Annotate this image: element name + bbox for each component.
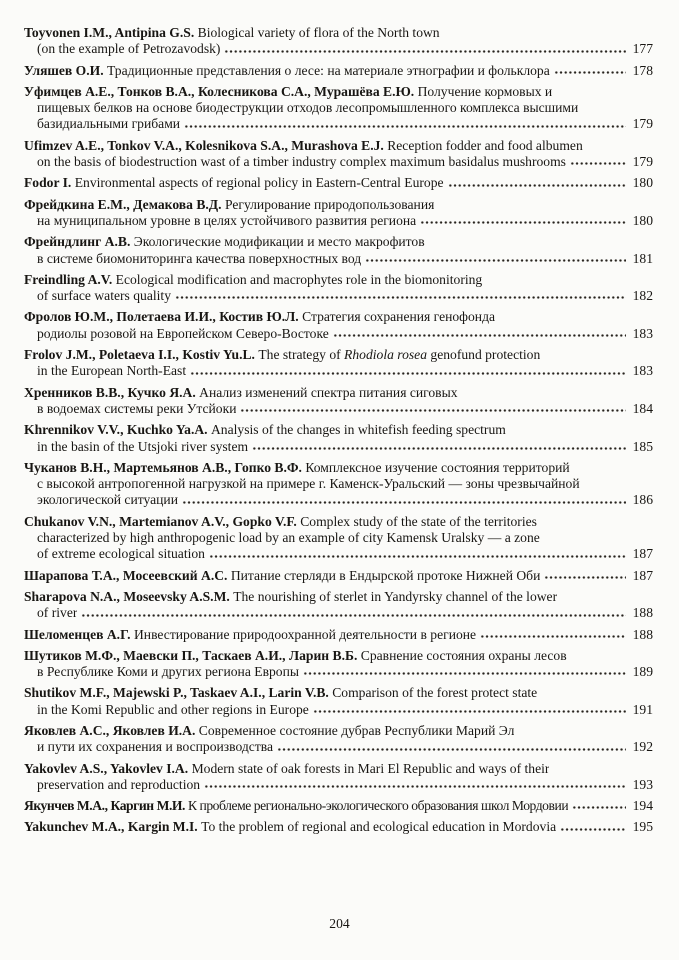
entry-line: [24, 798, 653, 814]
dot-leader: [554, 63, 626, 79]
entry-title-text: Комплексное изучение состояния территорий: [305, 459, 570, 475]
entry-authors: Чуканов В.Н., Мартемьянов А.В., Гопко В.Ф.: [24, 459, 306, 475]
entry-text: [37, 213, 416, 229]
entry-authors: Ufimzev A.E., Tonkov V.A., Kolesnikova S.A., Murashova E.J.: [24, 137, 388, 153]
entry-text: [37, 401, 236, 417]
entry-line: [24, 627, 653, 643]
entry-authors: Шеломенцев А.Г.: [24, 626, 134, 642]
toc-entry: [24, 568, 653, 584]
dot-leader: [544, 568, 626, 584]
entry-text: [24, 460, 570, 476]
entry-line: [24, 761, 653, 777]
entry-title-text: Reception fodder and food albumen: [387, 137, 583, 153]
entry-text: [24, 138, 583, 154]
entry-line: [24, 116, 653, 132]
entry-line: [24, 777, 653, 793]
entry-authors: Уфимцев А.Е., Тонков В.А., Колесникова С.А., Мурашёва Е.Ю.: [24, 83, 418, 99]
entry-title-text: К проблеме регионально-экологического образования школ Мордовии: [187, 798, 569, 814]
entry-title-text: The strategy of: [258, 347, 345, 363]
page-number: 191: [632, 701, 653, 717]
entry-text: [24, 589, 557, 605]
entry-line: [24, 476, 653, 492]
entry-line: [24, 347, 653, 363]
entry-title-text: Питание стерляди в Ендырской протоке Нижней Оби: [230, 567, 541, 583]
entry-authors: Хренников В.В., Кучко Я.А.: [24, 384, 200, 400]
entry-text: [24, 514, 537, 530]
page-number: 177: [632, 41, 653, 57]
entry-title-text: Modern state of oak forests in Mari El Republic and ways of their: [191, 760, 550, 776]
entry-title-text: экологической ситуации: [37, 492, 178, 508]
dot-leader: [204, 777, 626, 793]
page-number: 193: [632, 776, 653, 792]
entry-line: [24, 213, 653, 229]
page-number: 180: [632, 212, 653, 228]
entry-line: [24, 439, 653, 455]
entry-text: [24, 347, 540, 363]
entry-text: [24, 761, 549, 777]
entry-text: [37, 100, 578, 116]
toc-entry: [24, 460, 653, 509]
entry-line: [24, 175, 653, 191]
entry-line: [24, 664, 653, 680]
entry-title-text: Анализ изменений спектра питания сиговых: [199, 384, 458, 400]
page-number: 187: [632, 567, 653, 583]
entry-title-text: (on the example of Petrozavodsk): [37, 41, 221, 57]
entry-title-text: Инвестирование природоохранной деятельности в регионе: [133, 626, 477, 642]
entry-line: [24, 288, 653, 304]
toc-entry: [24, 63, 653, 79]
page-number: 180: [632, 175, 653, 191]
entry-title-text: в Республике Коми и других региона Европы: [37, 664, 299, 680]
entry-line: [24, 363, 653, 379]
toc-entry-list: [24, 25, 653, 836]
entry-authors: Fodor I.: [24, 175, 75, 191]
page-number: 188: [632, 605, 653, 621]
toc-entry: [24, 138, 653, 171]
page-number: 192: [632, 739, 653, 755]
entry-text: [24, 798, 568, 814]
entry-text: [24, 25, 440, 41]
toc-entry: [24, 723, 653, 756]
entry-line: [24, 25, 653, 41]
dot-leader: [480, 627, 626, 643]
toc-entry: [24, 685, 653, 718]
entry-title-text: in the basin of the Utsjoki river system: [37, 438, 249, 454]
entry-text: [37, 154, 566, 170]
entry-line: [24, 385, 653, 401]
entry-text: [24, 627, 476, 643]
toc-entry: [24, 422, 653, 455]
entry-text: [24, 234, 425, 250]
entry-line: [24, 605, 653, 621]
entry-line: [24, 702, 653, 718]
entry-line: [24, 251, 653, 267]
dot-leader: [303, 664, 626, 680]
entry-authors: Якунчев М.А., Каргин М.И.: [24, 798, 188, 814]
entry-text: [24, 568, 540, 584]
entry-line: [24, 272, 653, 288]
entry-title-text: с высокой антропогенной нагрузкой на примере г. Каменск-Уральский — зоны чрезвычайной: [37, 476, 580, 492]
entry-line: [24, 460, 653, 476]
entry-title-text: Современное состояние дубрав Республики Марий Эл: [198, 722, 515, 738]
entry-authors: Yakovlev A.S., Yakovlev I.A.: [24, 760, 192, 776]
entry-title-text: Традиционные представления о лесе: на материале этнографии и фольклора: [107, 62, 550, 78]
entry-text: [24, 723, 514, 739]
entry-title-text: Получение кормовых и: [417, 83, 553, 99]
entry-authors: Frolov J.M., Poletaeva I.I., Kostiv Yu.L.: [24, 347, 259, 363]
entry-line: [24, 234, 653, 250]
entry-text: [37, 664, 299, 680]
page-number: 181: [632, 250, 653, 266]
entry-line: [24, 739, 653, 755]
page-number: 178: [632, 62, 653, 78]
dot-leader: [240, 401, 626, 417]
toc-entry: [24, 309, 653, 342]
entry-authors: Khrennikov V.V., Kuchko Ya.A.: [24, 422, 211, 438]
page-number: 185: [632, 438, 653, 454]
entry-text: [37, 41, 220, 57]
entry-title-text: in the Komi Republic and other regions in Europe: [37, 701, 309, 717]
entry-text: [37, 326, 329, 342]
page-number: 179: [632, 154, 653, 170]
toc-entry: [24, 347, 653, 380]
entry-authors: Sharapova N.A., Moseevsky A.S.M.: [24, 588, 234, 604]
entry-title-text: characterized by high anthropogenic load by an example of city Kamensk Uralsky — a zone: [37, 530, 540, 546]
entry-text: [37, 476, 580, 492]
entry-text: [37, 777, 200, 793]
footer-page-number: 204: [329, 916, 350, 931]
entry-line: [24, 309, 653, 325]
entry-title-text: Сравнение состояния охраны лесов: [360, 647, 567, 663]
entry-title-text: Стратегия сохранения генофонда: [302, 309, 496, 325]
entry-authors: Фрейндлинг А.В.: [24, 234, 134, 250]
entry-line: [24, 100, 653, 116]
entry-text: [24, 63, 550, 79]
dot-leader: [313, 702, 626, 718]
entry-text: [24, 272, 482, 288]
entry-text: [37, 605, 77, 621]
dot-leader: [252, 439, 626, 455]
entry-authors: Шарапова Т.А., Мосеевский А.С.: [24, 567, 231, 583]
entry-text: [37, 251, 361, 267]
entry-text: [37, 530, 540, 546]
dot-leader: [184, 116, 626, 132]
dot-leader: [190, 363, 626, 379]
page-number: 184: [632, 400, 653, 416]
entry-authors: Фрейдкина Е.М., Демакова В.Д.: [24, 196, 225, 212]
entry-title-text: Environmental aspects of regional policy in Eastern-Central Europe: [74, 175, 444, 191]
entry-text: [24, 385, 458, 401]
entry-authors: Freindling A.V.: [24, 271, 116, 287]
entry-line: [24, 530, 653, 546]
entry-title-text: The nourishing of sterlet in Yandyrsky channel of the lower: [233, 588, 558, 604]
entry-title-text: Complex study of the state of the territories: [300, 513, 537, 529]
entry-title-text: в водоемах системы реки Утсйоки: [37, 400, 237, 416]
toc-entry: [24, 272, 653, 305]
entry-text: [24, 175, 444, 191]
toc-entry: [24, 798, 653, 814]
dot-leader: [448, 175, 626, 191]
entry-text: [24, 422, 506, 438]
entry-title-text: родиолы розовой на Европейском Северо-Востоке: [37, 325, 329, 341]
entry-line: [24, 422, 653, 438]
entry-text: [24, 685, 537, 701]
entry-line: [24, 723, 653, 739]
entry-title-text: Biological variety of flora of the North town: [197, 25, 440, 40]
entry-text: [37, 363, 186, 379]
toc-entry: [24, 197, 653, 230]
entry-line: [24, 685, 653, 701]
entry-title-text: Ecological modification and macrophytes role in the biomonitoring: [115, 271, 483, 287]
entry-line: [24, 648, 653, 664]
entry-line: [24, 401, 653, 417]
toc-entry: [24, 234, 653, 267]
entry-title-text: и пути их сохранения и воспроизводства: [37, 739, 274, 755]
entry-text: [37, 288, 171, 304]
entry-text: [37, 702, 309, 718]
entry-title-text: в системе биомониторинга качества поверхностных вод: [37, 250, 362, 266]
entry-line: [24, 326, 653, 342]
entry-line: [24, 197, 653, 213]
dot-leader: [182, 492, 626, 508]
dot-leader: [175, 288, 626, 304]
dot-leader: [420, 213, 626, 229]
page-number: 182: [632, 288, 653, 304]
entry-title-text: on the basis of biodestruction wast of a timber industry complex maximum basidalus mushrooms: [37, 154, 566, 170]
entry-text: [24, 197, 434, 213]
entry-text: [37, 739, 273, 755]
dot-leader: [570, 154, 626, 170]
page-number: 189: [632, 664, 653, 680]
dot-leader: [365, 251, 626, 267]
entry-authors: Шутиков М.Ф., Маевски П., Таскаев А.И., Ларин В.Б.: [24, 647, 361, 663]
dot-leader: [277, 739, 626, 755]
entry-title-text: of surface waters quality: [37, 288, 171, 304]
dot-leader: [560, 819, 626, 835]
entry-line: [24, 546, 653, 562]
toc-entry: [24, 627, 653, 643]
entry-title-text: на муниципальном уровне в целях устойчивого развития региона: [37, 212, 417, 228]
toc-entry: [24, 761, 653, 794]
entry-title-text: Регулирование природопользования: [224, 196, 435, 212]
toc-entry: [24, 25, 653, 58]
page-number: 186: [632, 492, 653, 508]
entry-line: [24, 138, 653, 154]
page-number: 183: [632, 363, 653, 379]
page-number: 188: [632, 626, 653, 642]
entry-line: [24, 568, 653, 584]
toc-entry: [24, 514, 653, 563]
entry-title-text: Экологические модификации и место макрофитов: [133, 234, 425, 250]
entry-text: [24, 309, 495, 325]
entry-authors: Chukanov V.N., Martemianov A.V., Gopko V.F.: [24, 513, 301, 529]
dot-leader: [572, 798, 626, 814]
entry-authors: Уляшев О.И.: [24, 62, 108, 78]
entry-authors: Toyvonen I.M., Antipina G.S.: [24, 25, 198, 40]
entry-title-italic: Rhodiola rosea: [344, 347, 427, 363]
entry-line: [24, 819, 653, 835]
toc-entry: [24, 385, 653, 418]
entry-line: [24, 492, 653, 508]
entry-title-text: To the problem of regional and ecological education in Mordovia: [201, 819, 557, 835]
entry-title-text: preservation and reproduction: [37, 776, 201, 792]
entry-line: [24, 41, 653, 57]
entry-text: [37, 492, 178, 508]
toc-entry: [24, 819, 653, 835]
dot-leader: [209, 546, 626, 562]
dot-leader: [81, 605, 626, 621]
entry-authors: Yakunchev M.A., Kargin M.I.: [24, 819, 202, 835]
toc-entry: [24, 84, 653, 133]
entry-text: [24, 648, 567, 664]
entry-title-text: of river: [37, 605, 78, 621]
entry-title-text: Comparison of the forest protect state: [332, 685, 538, 701]
entry-authors: Яковлев А.С., Яковлев И.А.: [24, 722, 199, 738]
entry-title-text: in the European North-East: [37, 363, 187, 379]
entry-line: [24, 589, 653, 605]
entry-line: [24, 154, 653, 170]
entry-title-text: пищевых белков на основе биодеструкции отходов лесопромышленного комплекса высшими: [37, 100, 579, 116]
entry-line: [24, 514, 653, 530]
page-number: 194: [632, 798, 653, 814]
page-number: 179: [632, 116, 653, 132]
entry-text: [24, 819, 556, 835]
toc-entry: [24, 589, 653, 622]
entry-title-text: genofund protection: [427, 347, 541, 363]
entry-text: [37, 439, 248, 455]
entry-title-text: of extreme ecological situation: [37, 546, 205, 562]
dot-leader: [224, 41, 626, 57]
dot-leader: [333, 326, 626, 342]
page-number: 183: [632, 325, 653, 341]
entry-text: [37, 546, 205, 562]
entry-title-text: Analysis of the changes in whitefish feeding spectrum: [210, 422, 506, 438]
page-number: 195: [632, 819, 653, 835]
entry-authors: Shutikov M.F., Majewski P., Taskaev A.I., Larin V.B.: [24, 685, 333, 701]
entry-title-text: базидиальными грибами: [37, 116, 181, 132]
page-number: 187: [632, 546, 653, 562]
toc-entry: [24, 175, 653, 191]
entry-text: [37, 116, 180, 132]
entry-line: [24, 84, 653, 100]
entry-text: [24, 84, 552, 100]
entry-authors: Фролов Ю.М., Полетаева И.И., Костив Ю.Л.: [24, 309, 303, 325]
entry-line: [24, 63, 653, 79]
toc-entry: [24, 648, 653, 681]
